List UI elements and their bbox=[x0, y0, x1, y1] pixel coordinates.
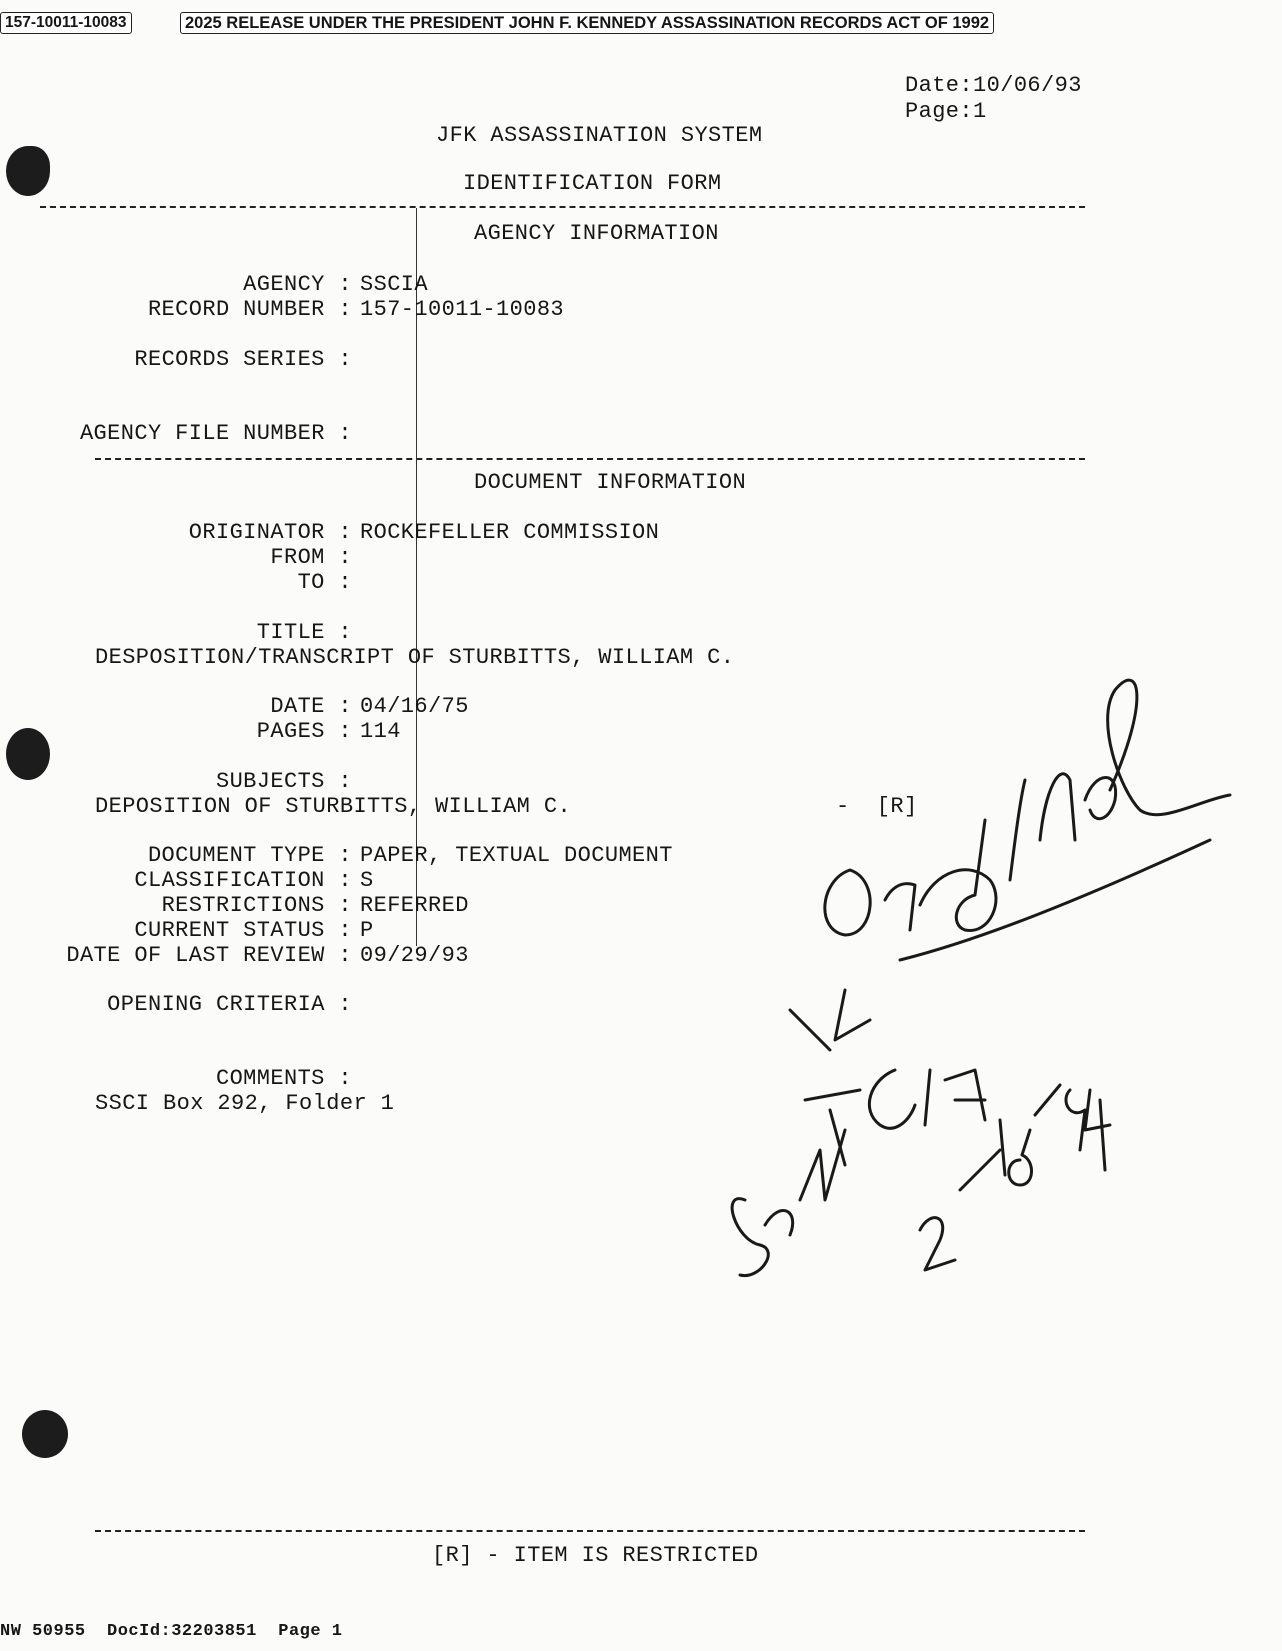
handwriting-original-stroke bbox=[900, 840, 1210, 960]
handwriting-sent-stroke bbox=[1066, 1090, 1110, 1170]
record-tag: 157-10011-10083 bbox=[0, 12, 132, 34]
handwriting-sent-stroke bbox=[765, 1211, 793, 1235]
pages-value: 114 bbox=[360, 719, 401, 744]
system-title: JFK ASSASSINATION SYSTEM bbox=[436, 123, 763, 148]
last-review-value: 09/29/93 bbox=[360, 943, 469, 968]
handwriting-sent-stroke bbox=[1035, 1085, 1060, 1115]
handwriting-original-stroke bbox=[1085, 778, 1116, 819]
title-value: DESPOSITION/TRANSCRIPT OF STURBITTS, WILLIAM C. bbox=[95, 645, 735, 670]
agency-file-number-label: AGENCY FILE NUMBER : bbox=[79, 421, 352, 446]
opening-criteria-label: OPENING CRITERIA : bbox=[107, 992, 352, 1017]
restricted-flag: - [R] bbox=[836, 794, 918, 819]
release-notice: 2025 RELEASE UNDER THE PRESIDENT JOHN F. KENNEDY ASSASSINATION RECORDS ACT OF 1992 bbox=[180, 12, 994, 34]
originator-label: ORIGINATOR : bbox=[188, 520, 352, 545]
handwriting-sent-stroke bbox=[790, 990, 870, 1050]
handwriting-sent-stroke bbox=[732, 1199, 768, 1276]
subjects-value: DEPOSITION OF STURBITTS, WILLIAM C. bbox=[95, 794, 572, 819]
handwriting-original-stroke bbox=[1010, 780, 1025, 880]
document-type-label: DOCUMENT TYPE : bbox=[147, 843, 352, 868]
date-label: DATE : bbox=[270, 694, 352, 719]
originator-value: ROCKEFELLER COMMISSION bbox=[360, 520, 660, 545]
document-type-value: PAPER, TEXTUAL DOCUMENT bbox=[360, 843, 673, 868]
handwriting-sent-stroke bbox=[805, 1090, 860, 1165]
restrictions-label: RESTRICTIONS : bbox=[161, 893, 352, 918]
from-label: FROM : bbox=[270, 545, 352, 570]
classification-value: S bbox=[360, 868, 374, 893]
handwriting-sent-stroke bbox=[869, 1070, 915, 1128]
agency-value: SSCIA bbox=[360, 272, 429, 297]
pages-label: PAGES : bbox=[256, 719, 352, 744]
record-number-value: 157-10011-10083 bbox=[360, 297, 565, 322]
handwriting-original-stroke bbox=[1108, 680, 1230, 815]
title-label: TITLE : bbox=[256, 620, 352, 645]
agency-info-heading: AGENCY INFORMATION bbox=[474, 221, 719, 246]
record-number-label: RECORD NUMBER : bbox=[147, 297, 352, 322]
current-status-label: CURRENT STATUS : bbox=[134, 918, 352, 943]
form-page: Page:1 bbox=[905, 99, 987, 124]
handwriting-original-stroke bbox=[885, 884, 915, 930]
doc-id: NW 50955 DocId:32203851 Page 1 bbox=[0, 1622, 343, 1641]
classification-label: CLASSIFICATION : bbox=[134, 868, 352, 893]
handwriting-original-stroke bbox=[825, 870, 870, 935]
records-series-label: RECORDS SERIES : bbox=[134, 347, 352, 372]
agency-label: AGENCY : bbox=[243, 272, 352, 297]
current-status-value: P bbox=[360, 918, 374, 943]
form-date: Date:10/06/93 bbox=[905, 73, 1082, 98]
restrictions-value: REFERRED bbox=[360, 893, 469, 918]
handwriting-sent-stroke bbox=[920, 1218, 955, 1270]
comments-label: COMMENTS : bbox=[215, 1066, 352, 1091]
date-value: 04/16/75 bbox=[360, 694, 469, 719]
restricted-note: [R] - ITEM IS RESTRICTED bbox=[432, 1543, 759, 1568]
document-info-heading: DOCUMENT INFORMATION bbox=[474, 470, 747, 495]
handwriting-original-stroke bbox=[920, 820, 996, 930]
to-label: TO : bbox=[297, 570, 352, 595]
subjects-label: SUBJECTS : bbox=[215, 769, 352, 794]
form-title: IDENTIFICATION FORM bbox=[463, 171, 722, 196]
last-review-label: DATE OF LAST REVIEW : bbox=[66, 943, 352, 968]
handwriting-sent-stroke bbox=[960, 1150, 1000, 1190]
handwriting-sent-stroke bbox=[1000, 1120, 1032, 1185]
comments-value: SSCI Box 292, Folder 1 bbox=[95, 1091, 395, 1116]
handwriting-original-stroke bbox=[1040, 774, 1075, 840]
handwriting-sent-stroke bbox=[925, 1070, 985, 1125]
